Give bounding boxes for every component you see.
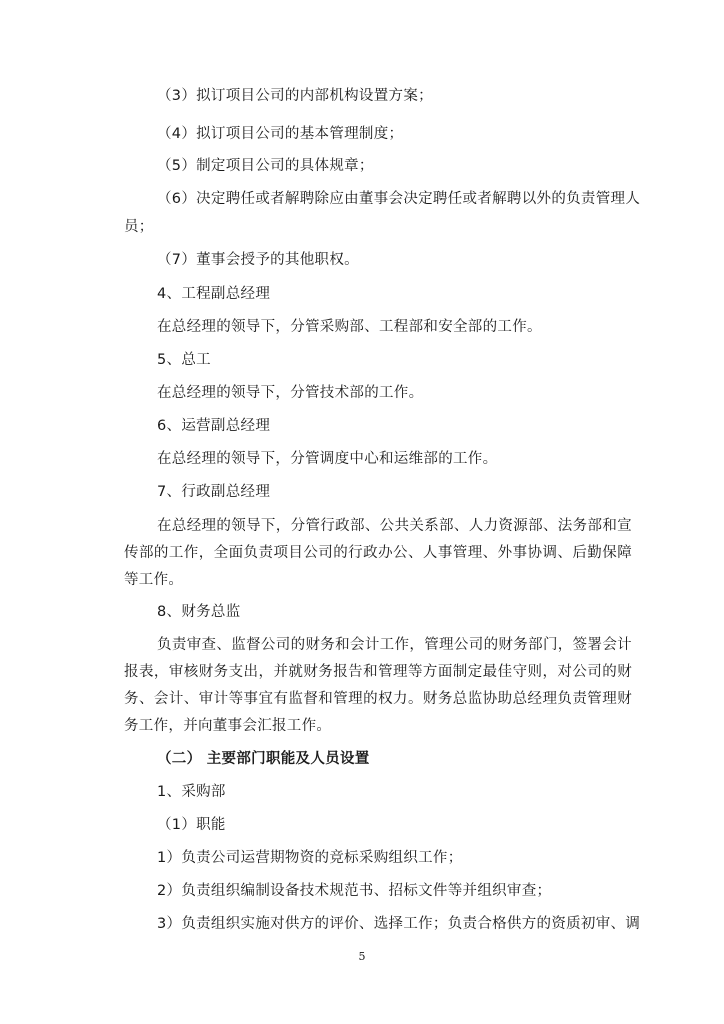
text-line: 传部的工作，全面负责项目公司的行政办公、人事管理、外事协调、后勤保障: [124, 545, 632, 561]
text-line: 在总经理的领导下，分管调度中心和运维部的工作。: [157, 451, 498, 467]
text-line: 等工作。: [124, 572, 184, 588]
text-line: 在总经理的领导下，分管行政部、公共关系部、人力资源部、法务部和宣: [157, 518, 632, 534]
section-heading: 4、工程副总经理: [157, 286, 271, 302]
text-line: 在总经理的领导下，分管采购部、工程部和安全部的工作。: [157, 319, 542, 335]
list-item: 3）负责组织实施对供方的评价、选择工作；负责合格供方的资质初审、调: [157, 916, 641, 932]
list-item: 2）负责组织编制设备技术规范书、招标文件等并组织审查；: [157, 883, 552, 899]
text-line: （1）职能: [157, 817, 226, 833]
text-line: （6）决定聘任或者解聘除应由董事会决定聘任或者解聘以外的负责管理人: [157, 191, 641, 207]
page-number: 5: [358, 950, 366, 963]
text-line: 负责审查、监督公司的财务和会计工作，管理公司的财务部门，签署会计: [157, 637, 632, 653]
subsection-heading: （二） 主要部门职能及人员设置: [157, 751, 370, 767]
text-line: （4）拟订项目公司的基本管理制度；: [157, 126, 404, 142]
section-heading: 8、财务总监: [157, 604, 241, 620]
text-line: （3）拟订项目公司的内部机构设置方案；: [157, 88, 433, 104]
text-line: （7）董事会授予的其他职权。: [157, 252, 359, 268]
section-heading: 5、总工: [157, 352, 211, 368]
text-line: 务工作，并向董事会汇报工作。: [124, 718, 332, 734]
text-line: 报表，审核财务支出，并就财务报告和管理等方面制定最佳守则，对公司的财: [124, 664, 632, 680]
section-heading: 6、运营副总经理: [157, 418, 271, 434]
section-heading: 1、采购部: [157, 784, 226, 800]
text-line: 在总经理的领导下，分管技术部的工作。: [157, 385, 424, 401]
text-line: （5）制定项目公司的具体规章；: [157, 158, 374, 174]
section-heading: 7、行政副总经理: [157, 484, 271, 500]
text-line: 员；: [124, 219, 154, 235]
text-line: 务、会计、审计等事宜有监督和管理的权力。财务总监协助总经理负责管理财: [124, 691, 632, 707]
list-item: 1）负责公司运营期物资的竞标采购组织工作；: [157, 850, 463, 866]
